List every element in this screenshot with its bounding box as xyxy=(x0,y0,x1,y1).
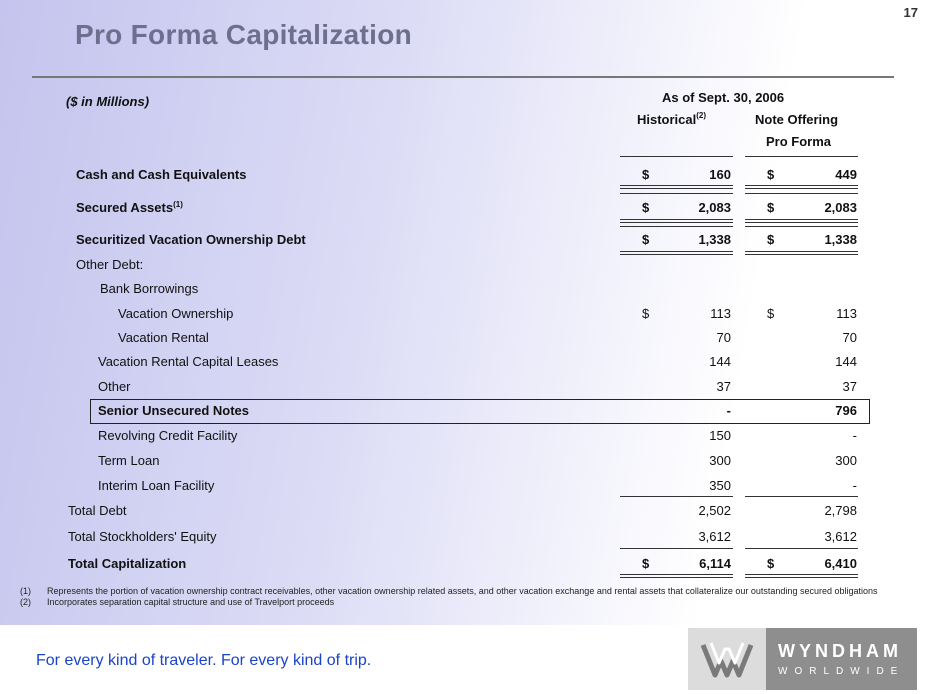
column-rule xyxy=(745,496,858,497)
double-rule xyxy=(620,185,733,189)
table-row-bank-borrowings xyxy=(0,278,926,300)
currency-symbol: $ xyxy=(767,556,775,571)
column-rule xyxy=(745,226,858,227)
column-rule xyxy=(620,496,733,497)
column-rule xyxy=(745,193,858,194)
historical-value: 300 xyxy=(709,453,731,468)
wyndham-logo xyxy=(688,628,917,690)
pro-forma-value: - xyxy=(852,428,857,443)
footnote-text: Incorporates separation capital structure and use of Travelport proceeds xyxy=(47,597,335,607)
currency-symbol: $ xyxy=(642,232,650,247)
historical-header xyxy=(637,111,706,127)
currency-symbol: $ xyxy=(642,556,650,571)
tagline: For every kind of traveler. For every kind of trip. xyxy=(36,652,372,669)
units-note: ($ in Millions) xyxy=(66,94,150,109)
logo-wordmark: WYNDHAM xyxy=(778,641,902,661)
footnote-number: (1) xyxy=(20,586,31,596)
table-row-other xyxy=(0,376,926,398)
pro-forma-value: 2,798 xyxy=(824,503,857,518)
historical-value: 3,612 xyxy=(698,529,731,544)
historical-value: 160 xyxy=(709,167,731,182)
column-rule xyxy=(620,226,733,227)
double-rule xyxy=(620,219,733,223)
historical-value: 2,502 xyxy=(698,503,731,518)
row-label: Vacation Rental xyxy=(118,330,209,345)
table-row-revolving xyxy=(0,425,926,447)
row-label: Total Debt xyxy=(68,503,127,518)
pro-forma-value: 37 xyxy=(842,379,857,394)
footnote xyxy=(20,586,887,597)
currency-symbol: $ xyxy=(642,200,650,215)
pro-forma-header-line2: Pro Forma xyxy=(766,134,832,149)
footnote-number: (2) xyxy=(20,597,31,607)
row-label: Total Stockholders' Equity xyxy=(68,529,217,544)
historical-value: 144 xyxy=(709,354,731,369)
row-label: Interim Loan Facility xyxy=(98,478,215,493)
row-label-text: Secured Assets xyxy=(76,200,174,215)
historical-value: 1,338 xyxy=(698,232,731,247)
row-label: Vacation Rental Capital Leases xyxy=(98,354,279,369)
as-of-header: As of Sept. 30, 2006 xyxy=(662,90,785,105)
page-number: 17 xyxy=(903,5,918,20)
table-row-total-debt xyxy=(0,500,926,522)
historical-footnote-ref: (2) xyxy=(696,111,707,120)
column-rule xyxy=(745,548,858,549)
table-row-other-debt xyxy=(0,254,926,276)
footnote-text: Represents the portion of vacation ownership contract receivables, other vacation ownership related assets, and other vacation exchange and rental assets that collateralize our outstanding secured obligations xyxy=(47,586,878,596)
row-label: Term Loan xyxy=(98,453,160,468)
historical-value: - xyxy=(726,403,731,418)
footnote-ref: (1) xyxy=(173,200,183,209)
column-rule xyxy=(620,156,733,157)
currency-symbol: $ xyxy=(642,306,650,321)
row-label: Total Capitalization xyxy=(68,556,187,571)
table-row-securitized-debt xyxy=(0,229,926,251)
table-row-equity xyxy=(0,526,926,548)
wyndham-logo-text xyxy=(778,641,904,677)
double-rule xyxy=(745,185,858,189)
row-label: Securitized Vacation Ownership Debt xyxy=(76,232,306,247)
table-row-vacation-rental xyxy=(0,327,926,349)
pro-forma-value: 300 xyxy=(835,453,857,468)
pro-forma-value: - xyxy=(852,478,857,493)
row-label: Bank Borrowings xyxy=(100,281,199,296)
table-row-capital-leases xyxy=(0,351,926,373)
pro-forma-value: 70 xyxy=(842,330,857,345)
pro-forma-value: 144 xyxy=(835,354,857,369)
row-label: Other xyxy=(98,379,131,394)
wyndham-logo-icon xyxy=(688,628,766,690)
footnotes xyxy=(20,586,887,608)
table-row-secured-assets xyxy=(0,197,926,219)
table-row-cash xyxy=(0,164,926,186)
historical-value: 2,083 xyxy=(698,200,731,215)
currency-symbol: $ xyxy=(767,306,775,321)
table-row-term-loan xyxy=(0,450,926,472)
pro-forma-value: 449 xyxy=(835,167,857,182)
pro-forma-value: 3,612 xyxy=(824,529,857,544)
row-label: Vacation Ownership xyxy=(118,306,234,321)
column-rule xyxy=(745,156,858,157)
pro-forma-value: 2,083 xyxy=(824,200,857,215)
currency-symbol: $ xyxy=(642,167,650,182)
row-label: Revolving Credit Facility xyxy=(98,428,238,443)
double-rule xyxy=(745,574,858,578)
row-label: Cash and Cash Equivalents xyxy=(76,167,247,182)
currency-symbol: $ xyxy=(767,200,775,215)
row-label xyxy=(76,200,183,215)
logo-subtext: WORLDWIDE xyxy=(778,666,905,677)
historical-value: 150 xyxy=(709,428,731,443)
title-divider xyxy=(32,76,894,78)
historical-value: 113 xyxy=(710,306,731,321)
double-rule xyxy=(620,574,733,578)
page-title: Pro Forma Capitalization xyxy=(75,19,413,50)
pro-forma-value: 6,410 xyxy=(824,556,857,571)
historical-value: 6,114 xyxy=(699,556,731,571)
double-rule xyxy=(745,219,858,223)
footnote xyxy=(20,597,887,608)
table-row-senior-notes xyxy=(0,400,926,422)
row-label: Senior Unsecured Notes xyxy=(98,403,249,418)
table-row-total-capitalization xyxy=(0,553,926,575)
currency-symbol: $ xyxy=(767,232,775,247)
pro-forma-value: 113 xyxy=(836,306,857,321)
column-rule xyxy=(620,548,733,549)
table-row-interim-loan xyxy=(0,475,926,497)
currency-symbol: $ xyxy=(767,167,775,182)
historical-value: 37 xyxy=(716,379,731,394)
pro-forma-value: 796 xyxy=(835,403,857,418)
historical-value: 70 xyxy=(716,330,731,345)
column-rule xyxy=(620,193,733,194)
row-label: Other Debt: xyxy=(76,257,144,272)
table-row-vacation-ownership xyxy=(0,303,926,325)
historical-header-label: Historical xyxy=(637,112,697,127)
historical-value: 350 xyxy=(709,478,731,493)
pro-forma-value: 1,338 xyxy=(824,232,857,247)
pro-forma-header-line1: Note Offering xyxy=(755,112,839,127)
